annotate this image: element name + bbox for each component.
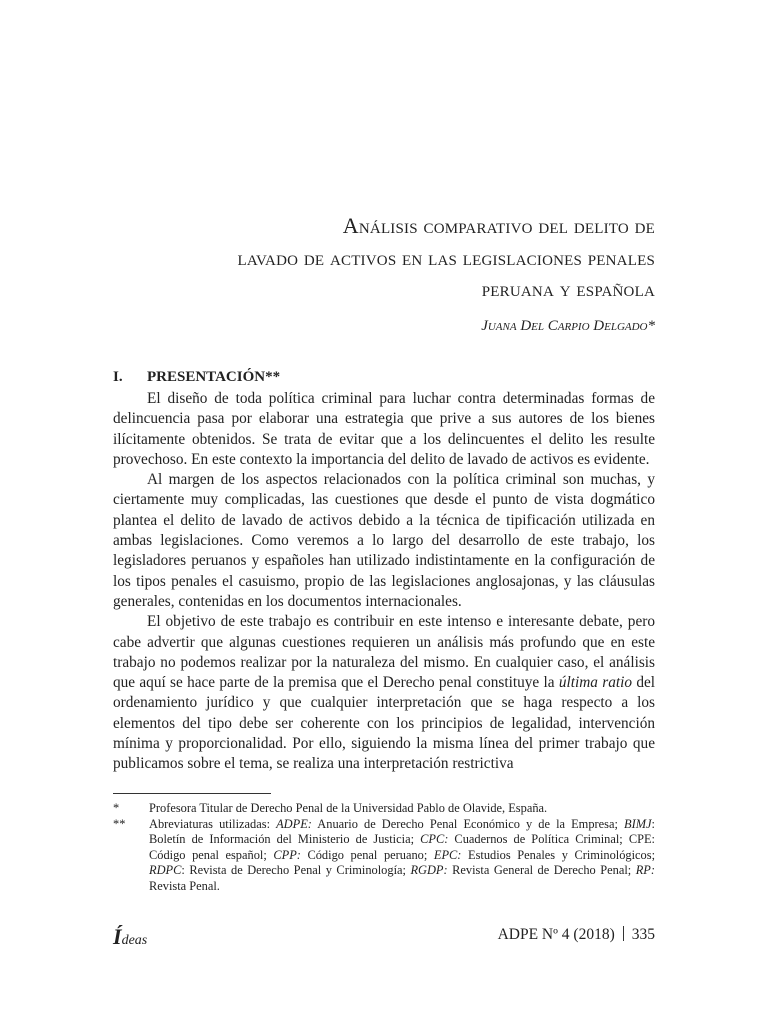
abbreviation: CPP: (273, 847, 301, 862)
footnote-text: Profesora Titular de Derecho Penal de la Universidad Pablo de Olavide, España. (149, 801, 548, 815)
abbreviation: RDPC (149, 863, 182, 878)
logo-text: deas (121, 933, 148, 948)
footnotes (113, 801, 655, 895)
abbreviation: EPC: (433, 847, 462, 862)
paragraph-text: del ordenamiento jurídico y que cualquier interpretación que se haga respecto a los elementos del tipo debe ser coherente con los principios de legalidad, intervención mínima y proporcionalidad. Por ello, siguiendo la misma línea del primer trabajo que publicamos sobre el tema, se realiza una interpretación restrictiva (113, 674, 656, 773)
title-line: peruana y española (481, 276, 655, 301)
abbreviation: RP: (635, 863, 655, 878)
title-line: lavado de activos en las legislaciones penales (237, 244, 655, 270)
footnote (113, 817, 655, 895)
paragraph (113, 612, 655, 774)
body-text (113, 389, 655, 775)
journal-issue: ADPE Nº 4 (2018) (497, 926, 615, 943)
publisher-logo (113, 924, 147, 950)
paragraph: Al margen de los aspectos relacionados con la política criminal son muchas, y ciertamente muy complicadas, las cuestiones que desde el punto de vista dogmático plantea el delito de lavado de activos debido a la técnica de tipificación utilizada en ambas legislaciones. Como veremos a lo largo del desarrollo de este trabajo, los legisladores peruanos y españoles han utilizado indistintamente en la configuración de los tipos penales el casuismo, propio de las legislaciones anglosajonas, y las cláusulas generales, contenidas en los documentos internacionales. (113, 471, 655, 610)
footnote-fragment: Abreviaturas utilizadas: (149, 816, 277, 831)
abbreviation: ADPE: (276, 816, 312, 831)
footnote-fragment: : Boletín de Información del Ministerio de Justicia; (149, 816, 655, 847)
page-footer (113, 924, 655, 948)
abbreviation: CPC: (420, 832, 449, 847)
page-number: 335 (631, 926, 655, 943)
author-name: Juana Del Carpio Delgado* (481, 318, 655, 334)
footnote-fragment: Revista General de Derecho Penal; (447, 863, 636, 878)
footnote-fragment: Revista Penal. (149, 878, 220, 893)
paper-page (113, 0, 655, 1024)
footnote-fragment: Código penal peruano; (300, 847, 434, 862)
journal-info (498, 926, 655, 944)
section-number: I. (113, 369, 123, 385)
footer-separator (623, 926, 624, 941)
section-heading (113, 369, 280, 386)
footnote-fragment: Estudios Penales y Criminológicos; (461, 847, 656, 862)
abbreviation: RGDP: (410, 863, 448, 878)
italic-term: última ratio (558, 674, 633, 692)
paragraph: El diseño de toda política criminal para luchar contra determinadas formas de delincuencia pasa por elaborar una estrategia que prive a sus autores de los bienes ilícitamente obtenidos. Se trata de evitar que a los delincuentes el delito les resulte provechoso. En este contexto la importancia del delito de lavado de activos es evidente. (113, 390, 655, 468)
abbreviation: BIMJ (624, 816, 652, 831)
footnote-mark: ** (113, 816, 126, 831)
footnote-fragment: Anuario de Derecho Penal Económico y de la Empresa; (311, 816, 624, 831)
logo-initial: Í (113, 924, 122, 949)
footnote-fragment: Cuadernos de Política Criminal; CPE: Código penal español; (149, 832, 655, 862)
article-title (113, 210, 655, 305)
footnote (113, 801, 655, 817)
paragraph-text: El objetivo de este trabajo es contribuir en este intenso e interesante debate, pero cabe advertir que algunas cuestiones requieren un análisis más profundo que en este trabajo no podemos realizar por la naturaleza del mismo. En cualquier caso, el análisis que aquí se hace parte de la premisa que el Derecho penal constituye la (113, 613, 655, 692)
section-title: PRESENTACIÓN** (147, 369, 281, 385)
footnote-fragment: : Revista de Derecho Penal y Criminología; (181, 863, 411, 878)
footnote-divider (113, 793, 271, 794)
footnote-mark: * (113, 801, 120, 815)
footnote-text (149, 817, 655, 895)
title-line: Análisis comparativo del delito de (342, 213, 655, 238)
